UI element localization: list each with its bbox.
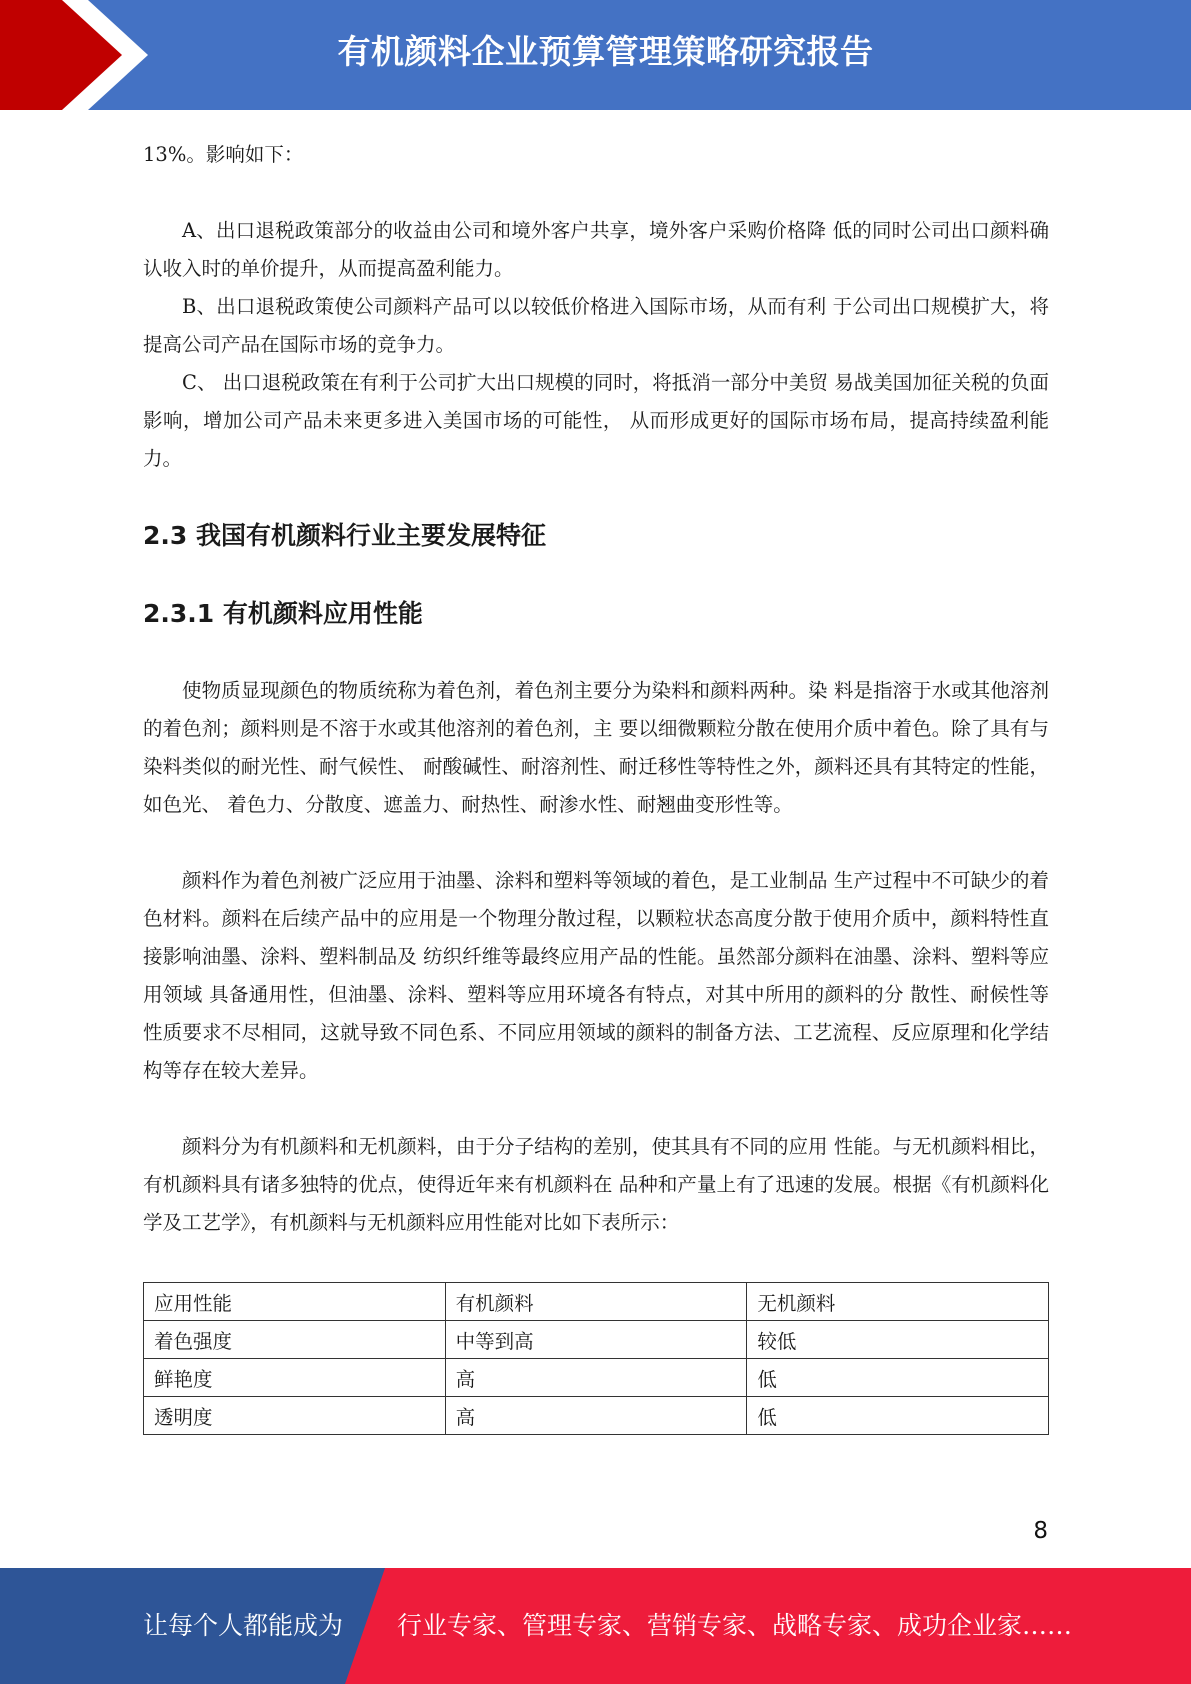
table-row [144,1359,1049,1397]
table-header-row [144,1283,1049,1321]
table-cell: 中等到高 [445,1321,747,1359]
table-row [144,1321,1049,1359]
footer-slogan-left: 让每个人都能成为 [143,1611,344,1640]
paragraph-a: A、出口退税政策部分的收益由公司和境外客户共享，境外客户采购价格降 低的同时公司出口颜料确认收入时的单价提升，从而提高盈利能力。 [143,219,1049,280]
table-cell: 高 [445,1359,747,1397]
paragraph-organic-vs-inorganic: 颜料分为有机颜料和无机颜料，由于分子结构的差别，使其具有不同的应用 性能。与无机颜料相比，有机颜料具有诸多独特的优点，使得近年来有机颜料在 品种和产量上有了迅速的发展。根据《有机颜料化学及工艺学》，有机颜料与无机颜料应用性能对比如下表所示： [143,1135,1049,1234]
table-cell: 着色强度 [144,1321,446,1359]
document-body [143,136,1049,1435]
section-heading-2-3-1: 2.3.1 有机颜料应用性能 [143,599,423,628]
table-cell: 较低 [747,1321,1049,1359]
paragraph-pigment-applications: 颜料作为着色剂被广泛应用于油墨、涂料和塑料等领域的着色，是工业制品 生产过程中不可缺少的着色材料。颜料在后续产品中的应用是一个物理分散过程，以颗粒状态高度分散于使用介质中，颜料特性直接影响油墨、涂料、塑料制品及 纺织纤维等最终应用产品的性能。虽然部分颜料在油墨、涂料、塑料等应用领域 具备通用性，但油墨、涂料、塑料等应用环境各有特点，对其中所用的颜料的分 散性、耐候性等性质要求不尽相同，这就导致不同色系、不同应用领域的颜料的制备方法、工艺流程、反应原理和化学结构等存在较大差异。 [143,869,1049,1082]
header-title: 有机颜料企业预算管理策略研究报告 [337,32,874,71]
table-cell: 低 [747,1359,1049,1397]
performance-comparison-table [143,1282,1049,1435]
paragraph-colorants: 使物质显现颜色的物质统称为着色剂，着色剂主要分为染料和颜料两种。染 料是指溶于水或其他溶剂的着色剂；颜料则是不溶于水或其他溶剂的着色剂，主 要以细微颗粒分散在使用介质中着色。除了具有与染料类似的耐光性、耐气候性、 耐酸碱性、耐溶剂性、耐迁移性等特性之外，颜料还具有其特定的性能，如色光、 着色力、分散度、遮盖力、耐热性、耐渗水性、耐翘曲变形性等。 [143,679,1049,816]
table-row [144,1397,1049,1435]
table-cell: 低 [747,1397,1049,1435]
table-header-cell: 无机颜料 [747,1283,1049,1321]
page-footer [0,1568,1191,1684]
table-cell: 高 [445,1397,747,1435]
table-cell: 透明度 [144,1397,446,1435]
paragraph-1: 13%。影响如下： [143,143,304,166]
table-header-cell: 有机颜料 [445,1283,747,1321]
paragraph-c: C、 出口退税政策在有利于公司扩大出口规模的同时，将抵消一部分中美贸 易战美国加征关税的负面影响，增加公司产品未来更多进入美国市场的可能性， 从而形成更好的国际市场布局，提高持续盈利能力。 [143,371,1049,470]
page-header [0,0,1191,110]
page-number: 8 [1033,1518,1048,1544]
paragraph-b: B、出口退税政策使公司颜料产品可以以较低价格进入国际市场，从而有利 于公司出口规模扩大，将提高公司产品在国际市场的竞争力。 [143,295,1049,356]
table-header-cell: 应用性能 [144,1283,446,1321]
table-cell: 鲜艳度 [144,1359,446,1397]
footer-slogan-right: 行业专家、管理专家、营销专家、战略专家、成功企业家…… [397,1611,1073,1640]
section-heading-2-3: 2.3 我国有机颜料行业主要发展特征 [143,521,546,550]
